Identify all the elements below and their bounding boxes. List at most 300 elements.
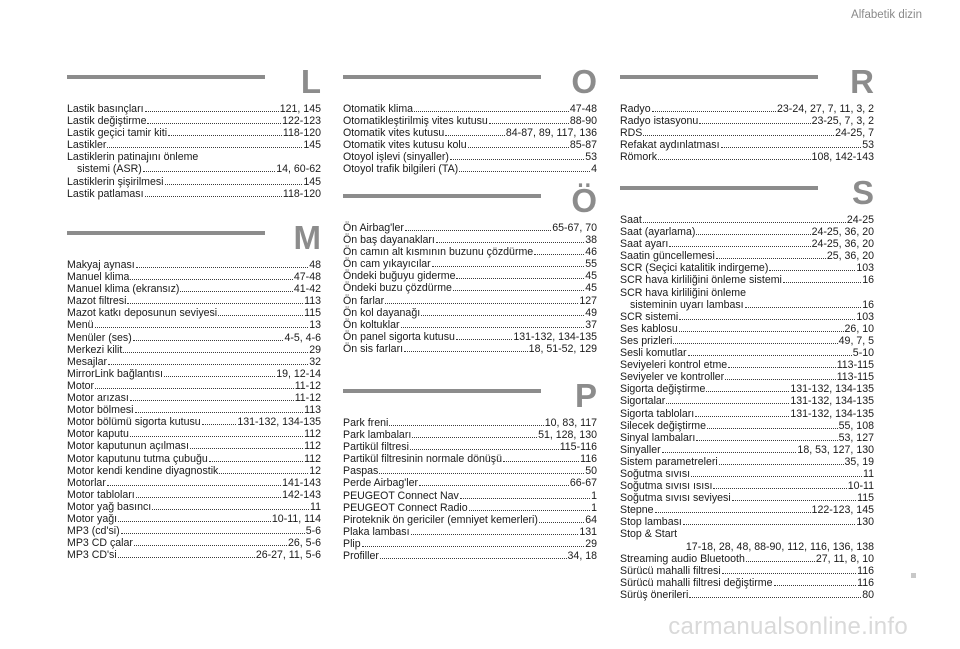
index-entry[interactable] <box>343 163 597 175</box>
dot-leader <box>190 447 303 449</box>
entry-label: Öndeki buğuyu giderme <box>343 270 456 283</box>
index-entry[interactable] <box>67 537 321 549</box>
index-entry[interactable] <box>67 103 321 115</box>
dot-leader <box>706 390 789 392</box>
entry-pages: 17-18, 28, 48, 88-90, 112, 116, 136, 138 <box>685 540 874 553</box>
index-section <box>343 377 597 563</box>
index-entry[interactable] <box>620 480 874 492</box>
dot-leader <box>689 596 861 598</box>
entry-pages: 141-143 <box>282 476 321 489</box>
index-entry[interactable] <box>67 404 321 416</box>
index-entry[interactable] <box>620 468 874 480</box>
entry-pages: 118-120 <box>282 127 321 140</box>
entry-pages: 53 <box>585 151 597 164</box>
index-entry[interactable] <box>620 589 874 601</box>
entry-label: Soğutma sıvısı seviyesi <box>620 492 731 505</box>
entry-pages: 145 <box>303 175 321 188</box>
entry-pages: 115 <box>857 492 874 505</box>
index-entry[interactable] <box>67 525 321 537</box>
index-entry[interactable] <box>67 513 321 525</box>
entry-pages: 131-132, 134-135 <box>513 330 597 343</box>
dot-leader <box>219 472 308 474</box>
index-entry[interactable] <box>67 271 321 283</box>
entry-label: Plip <box>343 537 361 550</box>
index-entry[interactable] <box>67 259 321 271</box>
entry-label: Merkezi kilit <box>67 343 123 356</box>
entry-label: Lastiklerin şişirilmesi <box>67 175 164 188</box>
index-entry[interactable] <box>67 453 321 465</box>
entry-label: Otomatik vites kutusu kolu <box>343 139 467 152</box>
index-entry[interactable] <box>343 151 597 163</box>
dot-leader <box>468 146 569 148</box>
dot-leader <box>136 496 281 498</box>
index-entry[interactable] <box>343 477 597 489</box>
index-entry[interactable] <box>620 323 874 335</box>
index-entry[interactable] <box>620 492 874 504</box>
dot-leader <box>401 326 585 328</box>
index-entry[interactable] <box>620 383 874 395</box>
index-entry[interactable] <box>620 371 874 383</box>
index-entry[interactable] <box>67 501 321 513</box>
index-entry[interactable] <box>620 287 874 299</box>
entry-pages: 49 <box>585 306 597 319</box>
entry-label: Ön sis farları <box>343 342 404 355</box>
index-section <box>67 63 321 200</box>
dot-leader <box>652 110 776 112</box>
entry-pages: 113 <box>304 404 321 417</box>
dot-leader <box>745 306 862 308</box>
index-entry[interactable] <box>343 526 597 538</box>
entry-pages: 1 <box>591 489 597 502</box>
entry-pages: 131-132, 134-135 <box>237 416 321 429</box>
index-entry[interactable] <box>343 127 597 139</box>
entry-pages: 5-10 <box>852 347 874 360</box>
watermark: carmanualsonline.info <box>668 613 908 640</box>
index-entry[interactable] <box>620 311 874 323</box>
index-entry[interactable] <box>67 549 321 561</box>
index-entry[interactable] <box>620 577 874 589</box>
dot-leader <box>666 402 789 404</box>
entry-label: Stop & Start <box>620 528 678 541</box>
index-entry[interactable] <box>620 395 874 407</box>
entry-pages: 38 <box>585 234 597 247</box>
dot-leader <box>118 520 271 522</box>
entry-pages: 116 <box>857 576 874 589</box>
index-entry[interactable] <box>343 502 597 514</box>
index-entry[interactable] <box>343 319 597 331</box>
entry-list <box>620 214 874 601</box>
index-entry[interactable] <box>343 115 597 127</box>
entry-pages: 12 <box>309 464 321 477</box>
index-entry[interactable] <box>67 489 321 501</box>
entry-label: Perde Airbag'ler <box>343 477 419 490</box>
dot-leader <box>421 314 584 316</box>
dot-leader <box>774 584 857 586</box>
index-entry[interactable] <box>620 528 874 540</box>
entry-label: Lastiklerin patinajını önleme <box>67 151 199 164</box>
dot-leader <box>696 233 810 235</box>
index-entry[interactable] <box>67 477 321 489</box>
entry-label: Partikül filtresi <box>343 441 409 454</box>
dot-leader <box>783 281 861 283</box>
entry-label: SCR sistemi <box>620 310 679 323</box>
entry-label: Park lambaları <box>343 429 412 442</box>
index-entry[interactable] <box>343 490 597 502</box>
index-entry[interactable] <box>67 151 321 163</box>
entry-label: Motor kendi kendine diyagnostik <box>67 464 219 477</box>
dot-leader <box>489 122 569 124</box>
dot-leader <box>460 497 590 499</box>
index-entry[interactable] <box>620 139 874 151</box>
index-section <box>620 174 874 601</box>
index-entry[interactable] <box>343 246 597 258</box>
index-entry[interactable] <box>67 283 321 295</box>
section-divider <box>620 75 818 79</box>
index-entry[interactable] <box>67 356 321 368</box>
dot-leader <box>130 435 303 437</box>
entry-label: Ses kablosu <box>620 322 678 335</box>
index-entry[interactable] <box>343 222 597 234</box>
index-entry[interactable] <box>67 368 321 380</box>
entry-label: Refakat aydınlatması <box>620 139 720 152</box>
index-entry[interactable] <box>343 465 597 477</box>
entry-pages: 53 <box>862 139 874 152</box>
entry-label: Ön baş dayanakları <box>343 234 435 247</box>
entry-label: Park freni <box>343 417 389 429</box>
dot-leader <box>469 509 590 511</box>
entry-label: Otomatik klima <box>343 103 414 115</box>
entry-label: Sürücü mahalli filtresi <box>620 564 721 577</box>
index-entry[interactable] <box>67 428 321 440</box>
index-entry[interactable] <box>620 151 874 163</box>
index-entry[interactable] <box>67 163 321 175</box>
entry-pages: 53, 127 <box>838 431 874 444</box>
entry-pages: 121, 145 <box>279 103 321 115</box>
entry-label: Saat <box>620 214 642 226</box>
entry-label: Seviyeler ve kontroller <box>620 371 725 384</box>
index-entry[interactable] <box>620 299 874 311</box>
index-entry[interactable] <box>620 565 874 577</box>
entry-label: Profiller <box>343 550 379 563</box>
index-entry[interactable] <box>343 538 597 550</box>
entry-pages: 10-11 <box>847 480 874 493</box>
index-entry[interactable] <box>67 392 321 404</box>
entry-label: Sigortalar <box>620 395 666 408</box>
index-entry[interactable] <box>620 214 874 226</box>
entry-pages: 26, 10 <box>844 322 874 335</box>
section-header <box>343 377 597 417</box>
dot-leader <box>699 122 810 124</box>
entry-label: sisteminin uyarı lambası <box>630 298 744 311</box>
index-entry[interactable] <box>67 440 321 452</box>
dot-leader <box>107 484 281 486</box>
dot-leader <box>134 544 287 546</box>
index-entry[interactable] <box>620 553 874 565</box>
entry-pages: 37 <box>585 318 597 331</box>
dot-leader <box>108 363 308 365</box>
entry-label: Ön Airbag'ler <box>343 222 404 234</box>
entry-label: Motor kaputu <box>67 428 129 441</box>
index-entry[interactable] <box>620 504 874 516</box>
entry-pages: 112 <box>304 428 321 441</box>
entry-label: Lastik patlaması <box>67 187 144 200</box>
index-entry[interactable] <box>343 307 597 319</box>
index-entry[interactable] <box>620 359 874 371</box>
entry-label: Sürücü mahalli filtresi değiştirme <box>620 576 773 589</box>
entry-label: sistemi (ASR) <box>77 163 142 176</box>
dot-leader <box>662 451 797 453</box>
entry-label: Manuel klima <box>67 271 130 284</box>
dot-leader <box>164 375 275 377</box>
index-entry[interactable] <box>67 344 321 356</box>
entry-label: Otoyol trafik bilgileri (TA) <box>343 163 459 176</box>
index-entry[interactable] <box>67 115 321 127</box>
entry-label: Lastik değiştirme <box>67 115 147 128</box>
entry-label: Lastik geçici tamir kiti <box>67 127 168 140</box>
dot-leader <box>719 463 844 465</box>
dot-leader <box>722 572 856 574</box>
entry-pages: 45 <box>585 270 597 283</box>
index-entry[interactable] <box>620 347 874 359</box>
dot-leader <box>362 545 585 547</box>
entry-label: Saatin güncellemesi <box>620 250 715 263</box>
entry-label: Sürüş önerileri <box>620 588 689 601</box>
index-entry[interactable] <box>343 514 597 526</box>
dot-leader <box>450 158 584 160</box>
index-entry[interactable] <box>620 238 874 250</box>
index-entry[interactable] <box>620 432 874 444</box>
section-divider <box>343 75 541 79</box>
dot-leader <box>445 134 505 136</box>
dot-leader <box>145 110 279 112</box>
entry-label: Öndeki buzu çözdürme <box>343 282 452 295</box>
entry-label: Menü <box>67 319 94 332</box>
entry-label: Sinyaller <box>620 443 661 456</box>
entry-label: Paspas <box>343 465 379 478</box>
dot-leader <box>679 318 855 320</box>
dot-leader <box>721 146 862 148</box>
entry-label: Mazot katkı deposunun seviyesi <box>67 307 218 320</box>
page-header <box>760 0 960 30</box>
entry-pages: 113-115 <box>836 359 874 372</box>
index-entry[interactable] <box>67 332 321 344</box>
entry-label: Stop lambası <box>620 516 682 529</box>
entry-pages: 18, 51-52, 129 <box>528 342 597 355</box>
index-entry[interactable] <box>620 335 874 347</box>
section-letter: S <box>851 174 874 211</box>
dot-leader <box>695 415 789 417</box>
dot-leader <box>691 475 862 477</box>
dot-leader <box>130 399 294 401</box>
index-entry[interactable] <box>620 127 874 139</box>
index-entry[interactable] <box>620 444 874 456</box>
dot-leader <box>436 241 584 243</box>
entry-pages: 131-132, 134-135 <box>790 383 874 396</box>
index-entry[interactable] <box>343 103 597 115</box>
index-entry[interactable] <box>343 453 597 465</box>
entry-pages: 18, 53, 127, 130 <box>797 443 874 456</box>
section-divider <box>67 231 265 235</box>
index-entry[interactable] <box>67 307 321 319</box>
dot-leader <box>218 314 303 316</box>
dot-leader <box>713 487 846 489</box>
index-entry[interactable] <box>343 550 597 562</box>
index-section <box>343 63 597 176</box>
dot-leader <box>135 411 304 413</box>
entry-pages: 116 <box>580 453 597 466</box>
dot-leader <box>385 302 578 304</box>
dot-leader <box>404 350 528 352</box>
entry-pages: 24-25 <box>846 214 874 226</box>
entry-label: Ön kol dayanağı <box>343 306 421 319</box>
section-letter: M <box>293 219 321 256</box>
entry-pages: 27, 11, 8, 10 <box>815 552 874 565</box>
entry-pages: 118-120 <box>282 187 321 200</box>
index-entry[interactable] <box>343 234 597 246</box>
index-entry[interactable] <box>343 139 597 151</box>
index-entry[interactable] <box>620 420 874 432</box>
section-divider <box>620 186 818 190</box>
index-entry[interactable] <box>620 103 874 115</box>
entry-pages: 41-42 <box>293 283 321 296</box>
entry-pages: 49, 7, 5 <box>838 334 874 347</box>
entry-pages: 24-25, 7 <box>835 127 874 140</box>
section-letter: R <box>850 63 874 100</box>
index-entry[interactable] <box>620 408 874 420</box>
dot-leader <box>432 265 584 267</box>
index-entry[interactable] <box>343 441 597 453</box>
entry-label: Motor bölmesi <box>67 404 134 417</box>
entry-pages: 47-48 <box>293 271 321 284</box>
entry-pages: 4-5, 4-6 <box>284 331 321 344</box>
index-entry[interactable] <box>620 115 874 127</box>
entry-label: Lastikler <box>67 139 107 152</box>
entry-label: Menüler (ses) <box>67 331 132 344</box>
index-entry[interactable] <box>67 380 321 392</box>
entry-label: Mesajlar <box>67 355 108 368</box>
index-entry[interactable] <box>67 319 321 331</box>
index-entry[interactable] <box>67 416 321 428</box>
entry-pages: 122-123, 145 <box>811 504 874 517</box>
entry-label: Silecek değiştirme <box>620 419 706 432</box>
index-entry[interactable] <box>343 258 597 270</box>
entry-label: Ses prizleri <box>620 334 673 347</box>
index-entry[interactable] <box>343 429 597 441</box>
index-entry[interactable] <box>343 343 597 355</box>
entry-label: Soğutma sıvısı <box>620 467 691 480</box>
entry-list <box>67 103 321 200</box>
entry-pages: 112 <box>304 452 321 465</box>
dot-leader <box>456 277 584 279</box>
entry-list <box>343 103 597 176</box>
index-entry[interactable] <box>67 465 321 477</box>
index-entry[interactable] <box>67 188 321 200</box>
dot-leader <box>539 521 584 523</box>
index-entry[interactable] <box>67 139 321 151</box>
entry-pages: 5-6 <box>305 525 321 538</box>
index-entry[interactable] <box>343 417 597 429</box>
section-divider <box>67 75 265 79</box>
entry-pages: 130 <box>856 516 874 529</box>
section-letter: Ö <box>571 182 597 219</box>
section-divider <box>343 194 541 198</box>
dot-leader <box>405 229 551 231</box>
index-entry[interactable] <box>343 331 597 343</box>
entry-pages: 115-116 <box>559 441 597 454</box>
entry-pages: 14, 60-62 <box>276 163 321 176</box>
entry-pages: 11 <box>310 500 321 513</box>
entry-pages: 145 <box>303 139 321 152</box>
entry-label: Piroteknik ön gericiler (emniyet kemerleri) <box>343 513 538 526</box>
dot-leader <box>127 302 303 304</box>
dot-leader <box>389 424 543 426</box>
dot-leader <box>145 195 282 197</box>
dot-leader <box>380 557 567 559</box>
entry-pages: 122-123 <box>282 115 321 128</box>
entry-label: Mazot filtresi <box>67 295 127 308</box>
index-entry[interactable] <box>343 282 597 294</box>
index-entry[interactable] <box>620 250 874 262</box>
entry-label: Motorlar <box>67 476 106 489</box>
entry-list <box>343 222 597 355</box>
index-entry[interactable] <box>620 262 874 274</box>
index-entry[interactable] <box>67 295 321 307</box>
dot-leader <box>121 532 305 534</box>
entry-list <box>620 103 874 163</box>
dot-leader <box>165 183 303 185</box>
entry-label: Sigorta tabloları <box>620 407 695 420</box>
entry-label: SCR hava kirliliğini önleme <box>620 286 746 299</box>
index-entry[interactable] <box>620 516 874 528</box>
entry-label: Manuel klima (ekransız) <box>67 283 180 296</box>
dot-leader <box>643 221 846 223</box>
dot-leader <box>688 354 852 356</box>
dot-leader <box>147 122 281 124</box>
dot-leader <box>728 366 836 368</box>
entry-pages: 55, 108 <box>838 419 874 432</box>
entry-pages: 48 <box>309 259 321 271</box>
index-entry[interactable] <box>620 456 874 468</box>
entry-label: Motor bölümü sigorta kutusu <box>67 416 201 429</box>
index-entry[interactable] <box>67 127 321 139</box>
index-entry[interactable] <box>620 274 874 286</box>
dot-leader <box>459 170 590 172</box>
entry-label: MP3 (cd'si) <box>67 525 120 538</box>
section-header <box>67 63 321 103</box>
index-entry[interactable] <box>620 226 874 238</box>
dot-leader <box>673 342 837 344</box>
dot-leader <box>716 257 826 259</box>
entry-label: Seviyeleri kontrol etme <box>620 359 728 372</box>
dot-leader <box>168 134 282 136</box>
entry-label: SCR hava kirliliğini önleme sistemi <box>620 274 782 287</box>
entry-label: Motor <box>67 379 95 392</box>
entry-label: Motor kaputunun açılması <box>67 440 189 453</box>
index-entry[interactable] <box>343 270 597 282</box>
index-entry[interactable] <box>67 176 321 188</box>
corner-marker <box>911 573 916 578</box>
index-entry[interactable] <box>620 541 874 553</box>
dot-leader <box>95 326 309 328</box>
entry-pages: 64 <box>585 513 597 526</box>
dot-leader <box>696 439 837 441</box>
section-letter: O <box>571 63 597 100</box>
index-entry[interactable] <box>343 295 597 307</box>
entry-label: Motor tabloları <box>67 488 135 501</box>
dot-leader <box>130 278 292 280</box>
entry-label: MP3 CD'si <box>67 549 117 562</box>
dot-leader <box>669 245 810 247</box>
